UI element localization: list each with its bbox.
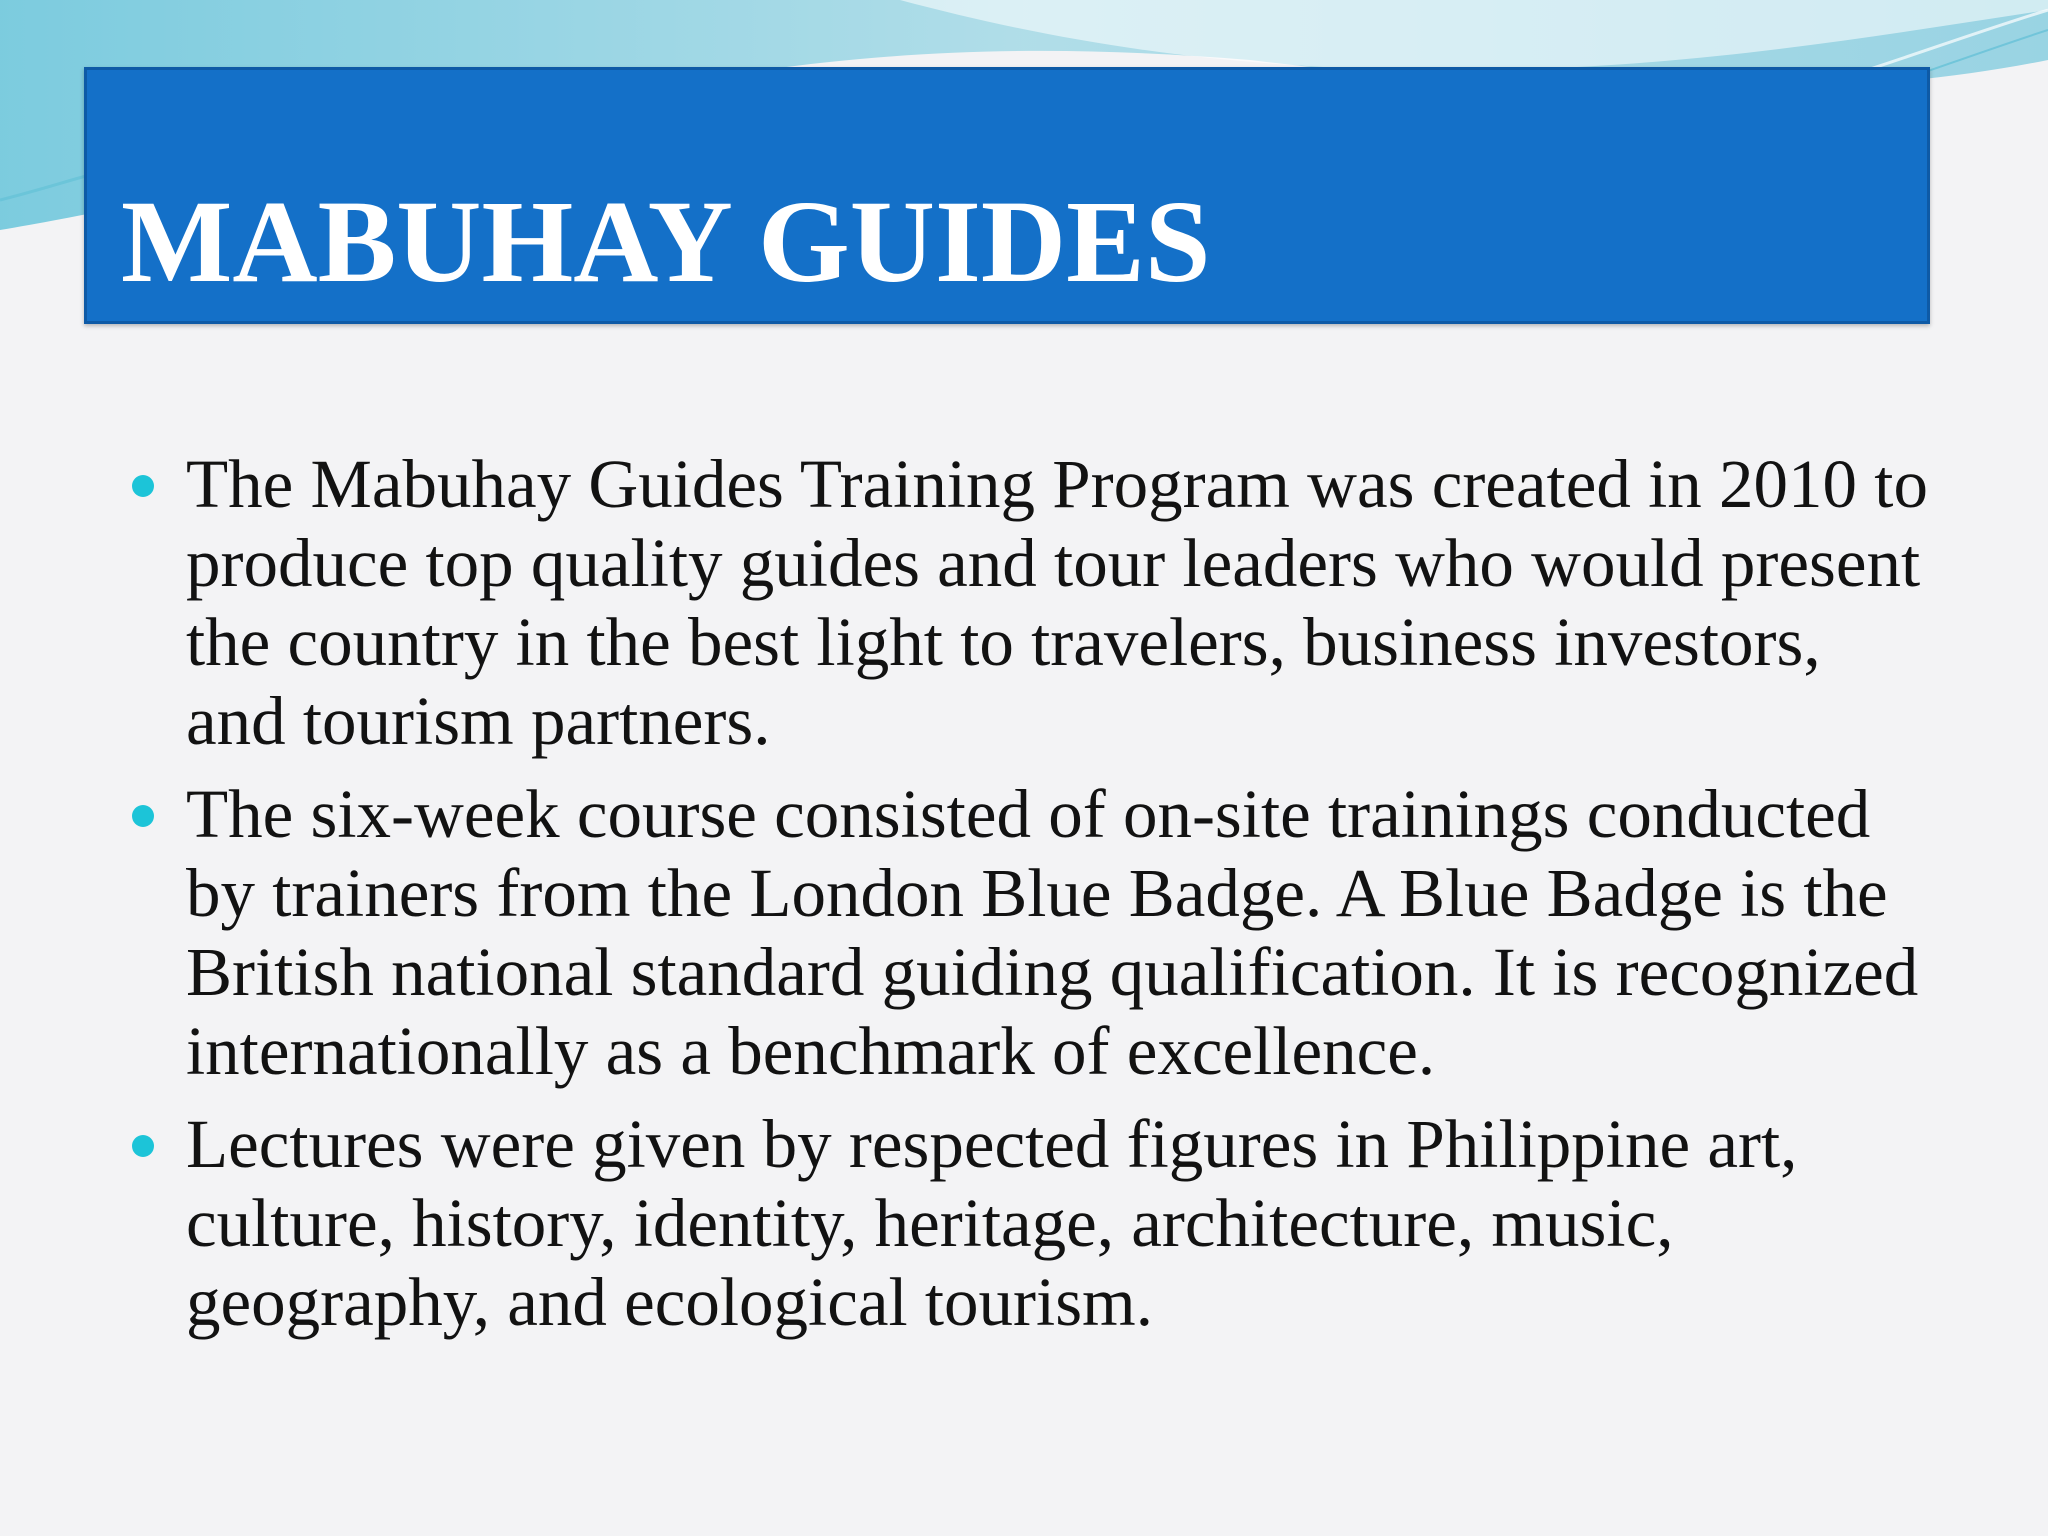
- bullet-text: The Mabuhay Guides Training Program was created in 2010 to produce top quality guides and tour leaders who would present the country in the best light to travelers, business investors, and tourism partners.: [186, 446, 1928, 759]
- bullet-dot-icon: [132, 1135, 154, 1157]
- bullet-dot-icon: [132, 805, 154, 827]
- bullet-text: The six-week course consisted of on-site trainings conducted by trainers from the London Blue Badge. A Blue Badge is the British national standard guiding qualification. It is recognized internationally as a benchmark of excellence.: [186, 776, 1919, 1089]
- title-bar: [84, 67, 1930, 324]
- bullet-item: [130, 775, 1930, 1091]
- bullet-item: [130, 1105, 1930, 1342]
- bullet-dot-icon: [132, 475, 154, 497]
- slide-title: MABUHAY GUIDES: [121, 176, 1211, 307]
- bullet-list: [130, 445, 1930, 1356]
- bullet-text: Lectures were given by respected figures in Philippine art, culture, history, identity, heritage, architecture, music, geography, and ecological tourism.: [186, 1106, 1798, 1340]
- bullet-item: [130, 445, 1930, 761]
